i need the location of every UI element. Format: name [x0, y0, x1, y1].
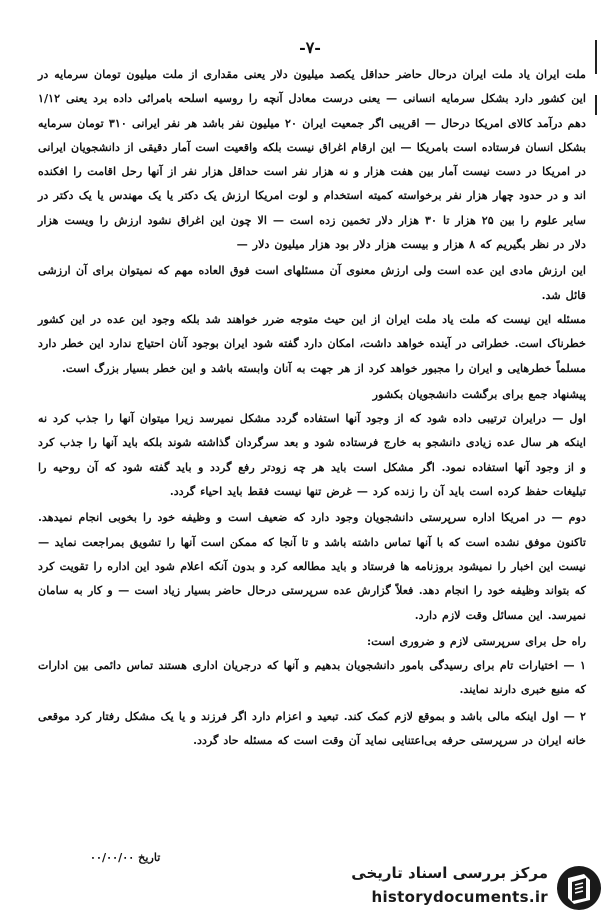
- paragraph: دوم — در امریکا اداره سرپرستی دانشجویان وجود دارد که ضعیف است و وظیفه خود را بخوبی انجام نمیدهد. تاکنون موفق نشده است که با آنها تماس داشته باشد و تا آنجا که ممکن است آنها را تشویق بمراجعت نماید — نیست این اخبار را نمیشود بروزنامه ها فرستاد و باید مطالعه کرد و بدون آنکه اعلام شود این اداره را تقویت کرد که بتواند وظیفه خود را انجام دهد. فعلاً گزارش عده سرپرستی درحال حاضر بسیار زیاد است — و کار به سامان نمیرسد. این مسائل وقت لازم دارد.: [38, 510, 586, 622]
- page-number: -۷-: [299, 38, 321, 57]
- paragraph: ملت ایران یاد ملت ایران درحال حاضر حداقل یکصد میلیون دلار یعنی مقداری از ملت میلیون تومان سرمایه در این کشور دارد بشکل سرمایه انسانی — یعنی درست معادل آنچه را روسیه اسلحه بامرائی داده برد یعنی ۱/۱۲ دهم درآمد کالای امریکا درحال — اقریبی اگر جمعیت ایران ۲۰ میلیون نفر باشد هر نفر ایرانی ۳۱۰ تومان سرمایه بشکل انسان فرستاده است بامریکا — این ارقام اغراق نیست بلکه واقعیت است آمار دقیقی از دانشجویان ایرانی در امریکا در دست نیست آمار بین هفت هزار و نه هزار نفر است حداقل هزار نفر از آنها رحل اقامت را افکنده اند و در حدود چهار هزار نفر برخواسته کمیته استخدام و لوت امریکا ارزش یک دکتر یا یک مهندس یا یک دکتر در سایر علوم را بین ۲۵ هزار تا ۳۰ هزار دلار تخمین زده است — الا چون این اغراق نشود ارزش را ویست هزار دلار در نظر بگیریم که ۸ هزار و بیست هزار دلار بود هزار میلیون دلار —: [38, 67, 586, 252]
- paragraph: اول — درایران ترتیبی داده شود که از وجود آنها استفاده گردد مشکل نمیرسد زیرا میتوان آنها را جذب کرد نه اینکه هر سال عده زیادی دانشجو به خارج فرستاده شود و بعد سرگردان گذاشته شوند بلکه باید آنها را جذب کرد و از وجود آنها استفاده نمود. اگر مشکل است باید هر چه زودتر رفع گردد و باید گفته شود که آن روحیه را تبلیغات حفظ کرده است باید آن را زنده کرد — غرض تنها نیست فقط باید احیاء گردد.: [38, 411, 586, 499]
- paragraph: این ارزش مادی این عده است ولی ارزش معنوی آن مسئلهای است فوق العاده مهم که نمیتوان برای آن ارزشی قائل شد.: [38, 263, 586, 302]
- document-body: [38, 62, 586, 752]
- paragraph-heading: راه حل برای سرپرستی لازم و ضروری است:: [366, 633, 586, 648]
- watermark-persian-text: مرکز بررسی اسناد تاریخی: [351, 864, 548, 882]
- paragraph: ۱ — اختیارات تام برای رسیدگی بامور دانشجویان بدهیم و آنها که درجریان اداری هستند تماس دائمی بین ادارات که منبع خبری دارند نمایند.: [38, 658, 586, 697]
- footer-date: تاریخ ۰۰/۰۰/۰۰: [90, 850, 161, 864]
- paragraph: مسئله این نیست که ملت یاد ملت ایران از این حیث متوجه ضرر خواهند شد بلکه وجود این عده در این کشور خطرناک است. خطراتی در آینده خواهد داشت، امکان دارد گفته شود ایران بوجود آنان احتیاج ندارد این خطر دارد مسلماً خطرهایی و ایران را مجبور خواهد کرد از هر جهت به آنان وابسته باشد و این خطر بسیار بزرگ است.: [38, 311, 586, 375]
- watermark: [330, 862, 610, 914]
- margin-mark: [595, 40, 597, 74]
- margin-mark: [595, 95, 597, 115]
- paragraph: ۲ — اول اینکه مالی باشد و بموقع لازم کمک کند. تبعید و اعزام دارد اگر فرزند و یا یک مشکل رفتار کرد موقعی خانه ایران در سرپرستی حرفه بی‌اعتنایی نماید آن وقت است که مسئله حاد گردد.: [38, 708, 586, 748]
- watermark-url: historydocuments.ir: [371, 888, 548, 906]
- paragraph-heading: پیشنهاد جمع برای برگشت دانشجویان بکشور: [372, 386, 586, 401]
- archive-logo-icon: [554, 864, 604, 912]
